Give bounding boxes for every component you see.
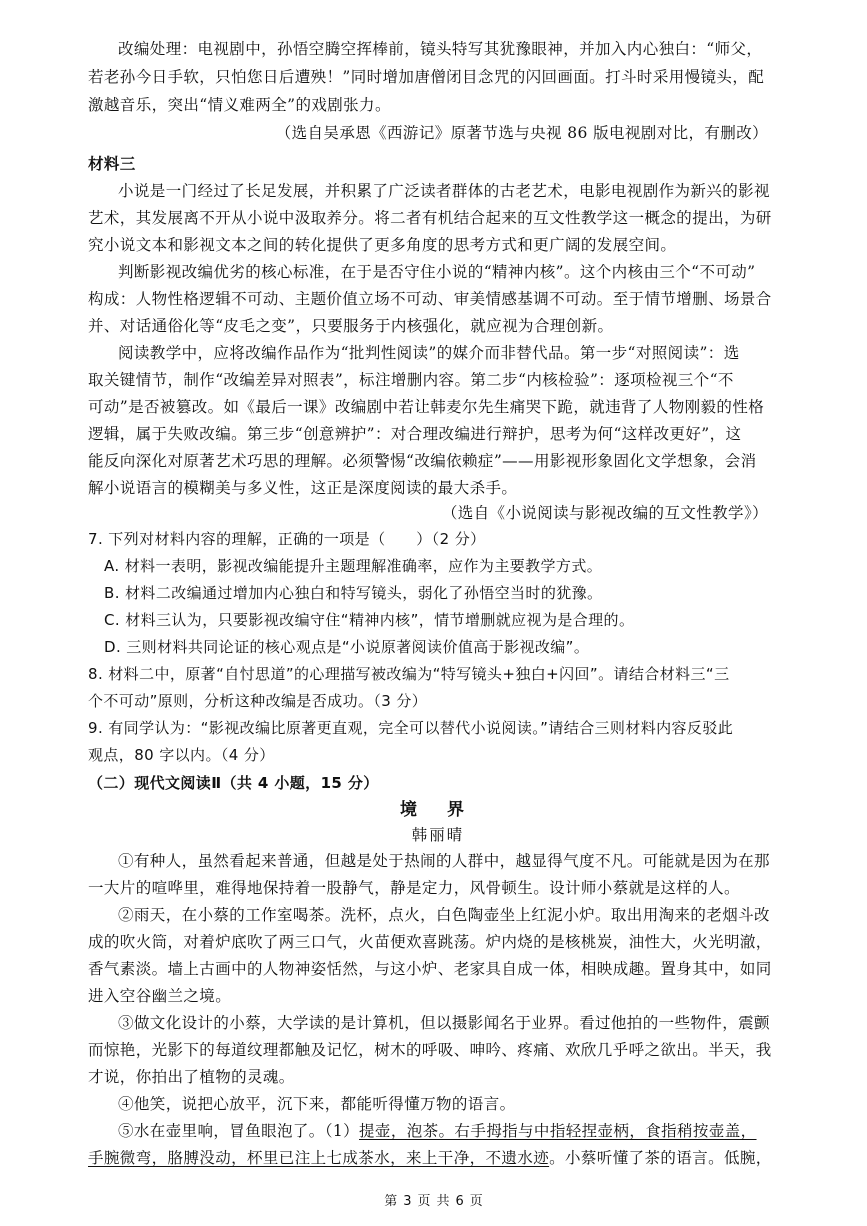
m3-para3-line6: 解小说语言的模糊美与多义性，这正是深度阅读的最大杀手。	[88, 479, 518, 497]
footer-total-word: 共	[436, 1194, 450, 1209]
material3-heading: 材料三	[88, 154, 136, 173]
question-7-option-b: B. 材料二改编通过增加内心独白和特写镜头，弱化了孙悟空当时的犹豫。	[104, 584, 603, 602]
m3-para1-line2: 艺术，其发展离不开从小说中汲取养分。将二者有机结合起来的互文性教学这一概念的提出，为研	[88, 209, 772, 227]
adaptation-line-3: 激越音乐，突出“情义难两全”的戏剧张力。	[88, 96, 391, 114]
m3-para2-line3: 并、对话通俗化等“皮毛之变”，只要服务于内核强化，就应视为合理创新。	[88, 317, 614, 335]
story-para1-line1: ①有种人，虽然看起来普通，但越是处于热闹的人群中，越显得气度不凡。可能就是因为在那	[118, 852, 770, 870]
material2-source: （选自吴承恩《西游记》原著节选与央视 86 版电视剧对比，有删改）	[275, 124, 768, 142]
m3-para1-line1: 小说是一门经过了长足发展，并积累了广泛读者群体的古老艺术，电影电视剧作为新兴的影视	[118, 182, 770, 200]
story-para3-line1: ③做文化设计的小蔡，大学读的是计算机，但以摄影闻名于业界。看过他拍的一些物件，震颤	[118, 1014, 770, 1032]
story-para5-line2	[88, 1145, 788, 1172]
m3-para3-line1: 阅读教学中，应将改编作品作为“批判性阅读”的媒介而非替代品。第一步“对照阅读”：选	[118, 344, 740, 362]
story-para2-line4: 进入空谷幽兰之境。	[88, 987, 232, 1005]
page-footer	[0, 1190, 867, 1209]
question-7-option-c: C. 材料三认为，只要影视改编守住“精神内核”，情节增删就应视为是合理的。	[104, 611, 635, 629]
m3-para2-line1: 判断影视改编优劣的核心标准，在于是否守住小说的“精神内核”。这个内核由三个“不可动”	[118, 263, 756, 281]
m3-para2-line2: 构成：人物性格逻辑不可动、主题价值立场不可动、审美情感基调不可动。至于情节增删、场景合	[88, 290, 772, 308]
material3-source: （选自《小说阅读与影视改编的互文性教学》）	[441, 504, 768, 522]
story-para2-line1: ②雨天，在小蔡的工作室喝茶。洗杯，点火，白色陶壶坐上红泥小炉。取出用淘来的老烟斗改	[118, 906, 770, 924]
m3-para3-line4: 逻辑，属于失败改编。第三步“创意辨护”：对合理改编进行辩护，思考为何“这样改更好”，这	[88, 425, 742, 443]
m3-para3-line2: 取关键情节，制作“改编差异对照表”，标注增删内容。第二步“内核检验”：逐项检视三个“不	[88, 371, 734, 389]
story-para5-line1	[118, 1118, 788, 1145]
footer-total-pages: 6	[455, 1194, 464, 1209]
question-8-line2: 个不可动”原则，分析这种改编是否成功。（3 分）	[88, 692, 428, 710]
adaptation-line-1: 改编处理：电视剧中，孙悟空腾空挥棒前，镜头特写其犹豫眼神，并加入内心独白：“师父，	[118, 40, 763, 58]
story-author: 韩丽晴	[411, 826, 465, 844]
story-para5-lead: ⑤水在壶里响，冒鱼眼泡了。（1）	[118, 1122, 360, 1140]
story-para1-line2: 一大片的喧哗里，难得地保持着一股静气，静是定力，风骨顿生。设计师小蔡就是这样的人。	[88, 879, 740, 897]
footer-page-word: 页	[417, 1194, 431, 1209]
underlined-passage-part2: 手腕微弯，胳膊没动，杯里已注上七成茶水，来上干净，不遗水迹	[88, 1149, 550, 1167]
footer-page-number: 3	[403, 1194, 412, 1209]
m3-para3-line3: 可动”是否被篡改。如《最后一课》改编剧中若让韩麦尔先生痛哭下跪，就违背了人物刚毅的性格	[88, 398, 765, 416]
section-heading: （二）现代文阅读Ⅱ（共 4 小题，15 分）	[88, 774, 379, 792]
story-para3-line2: 而惊艳，光影下的每道纹理都触及记忆，树木的呼吸、呻吟、疼痛、欢欣几乎呼之欲出。半天，我	[88, 1041, 772, 1059]
question-7: 7. 下列对材料内容的理解，正确的一项是（ ）（2 分）	[88, 530, 486, 548]
question-9-line1: 9. 有同学认为：“影视改编比原著更直观，完全可以替代小说阅读。”请结合三则材料内容反驳此	[88, 719, 734, 737]
m3-para3-line5: 能反向深化对原著艺术巧思的理解。必须警惕“改编依赖症”——用影视形象固化文学想象，会消	[88, 452, 757, 470]
adaptation-line-2: 若老孙今日手软，只怕您日后遭殃！”同时增加唐僧闭目念咒的闪回画面。打斗时采用慢镜头，配	[88, 68, 765, 86]
question-7-option-a: A. 材料一表明，影视改编能提升主题理解准确率，应作为主要教学方式。	[104, 557, 603, 575]
story-title: 境 界	[400, 800, 476, 820]
m3-para1-line3: 究小说文本和影视文本之间的转化提供了更多角度的思考方式和更广阔的发展空间。	[88, 236, 677, 254]
question-7-option-d: D. 三则材料共同论证的核心观点是“小说原著阅读价值高于影视改编”。	[104, 638, 590, 656]
footer-prefix: 第	[384, 1194, 398, 1209]
story-para2-line3: 香气素淡。墙上古画中的人物神姿恬然，与这小炉、老家具自成一体，相映成趣。置身其中，如同	[88, 960, 772, 978]
story-para5-tail: 。小蔡听懂了茶的语言。低腕，	[549, 1149, 772, 1167]
question-9-line2: 观点，80 字以内。（4 分）	[88, 746, 275, 764]
footer-suffix: 页	[469, 1194, 483, 1209]
story-para3-line3: 才说，你拍出了植物的灵魂。	[88, 1068, 295, 1086]
underlined-passage-part1: 提壶，泡茶。右手拇指与中指轻捏壶柄，食指稍按壶盖，	[359, 1122, 757, 1140]
story-para2-line2: 成的吹火筒，对着炉底吹了两三口气，火苗便欢喜跳荡。炉内烧的是核桃炭，油性大，火光明澈，	[88, 933, 772, 951]
story-para4-line1: ④他笑，说把心放平，沉下来，都能听得懂万物的语言。	[118, 1095, 516, 1113]
question-8-line1: 8. 材料二中，原著“自忖思道”的心理描写被改编为“特写镜头+独白+闪回”。请结合材料三“三	[88, 665, 730, 683]
